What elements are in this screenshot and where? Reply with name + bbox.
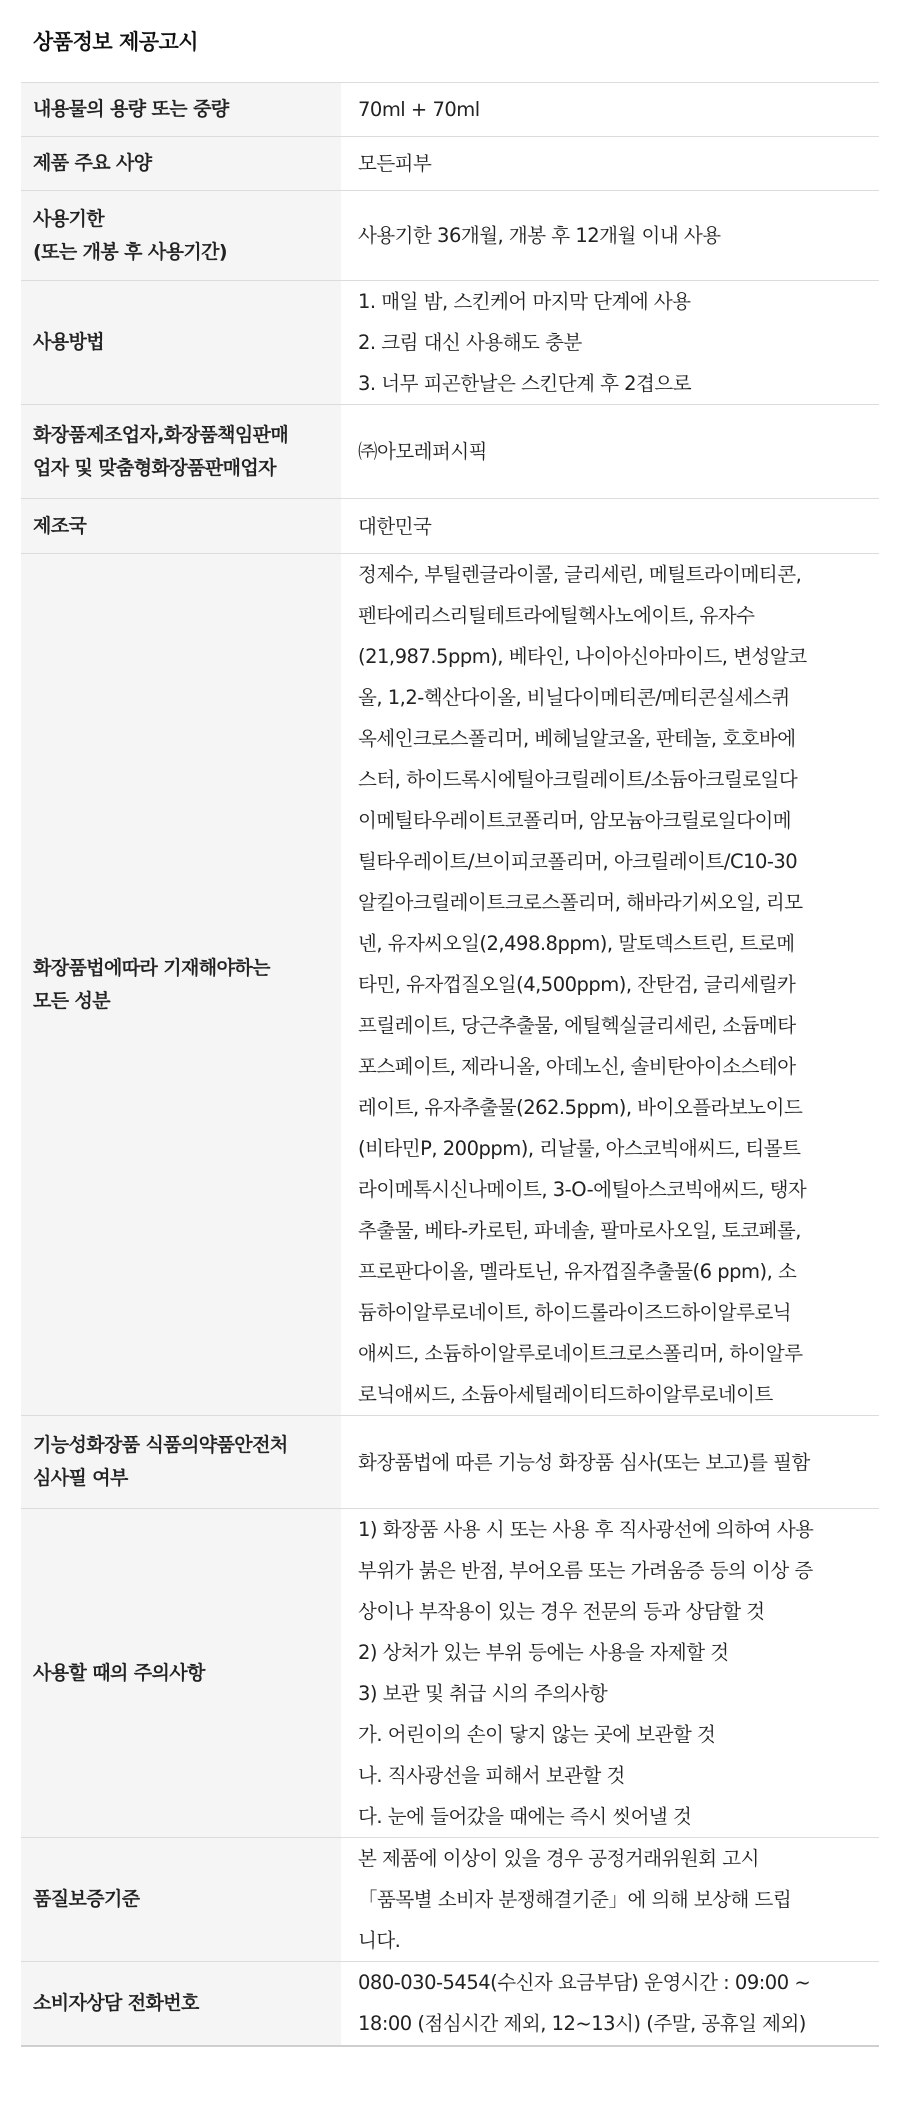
info-row-value-line: 라이메톡시신나메이트, 3-O-에틸아스코빅애씨드, 탱자 bbox=[358, 1178, 807, 1201]
info-row-value-line: 나. 직사광선을 피해서 보관할 것 bbox=[358, 1764, 625, 1787]
info-row-label-line: 기능성화장품 식품의약품안전처 bbox=[33, 1434, 288, 1456]
info-row-label-line: 사용기한 bbox=[33, 207, 105, 230]
page-title: 상품정보 제공고시 bbox=[33, 30, 199, 54]
info-row-value-line: 정제수, 부틸렌글라이콜, 글리세린, 메틸트라이메티콘, bbox=[358, 563, 802, 586]
info-row-value-line: 로닉애씨드, 소듐아세틸레이티드하이알루로네이트 bbox=[358, 1383, 773, 1406]
info-row-label-line: 내용물의 용량 또는 중량 bbox=[33, 98, 229, 120]
info-row-value-line: 애씨드, 소듐하이알루로네이트크로스폴리머, 하이알루 bbox=[358, 1342, 803, 1365]
info-row-value-line: 프릴레이트, 당근추출물, 에틸헥실글리세린, 소듐메타 bbox=[358, 1014, 796, 1037]
info-row-value-line: 대한민국 bbox=[358, 514, 432, 538]
info-row bbox=[21, 405, 879, 499]
info-row-value-line: ㈜아모레퍼시픽 bbox=[358, 440, 488, 463]
info-row-value bbox=[341, 137, 879, 191]
info-row-value-line: (비타민P, 200ppm), 리날룰, 아스코빅애씨드, 티몰트 bbox=[358, 1137, 801, 1160]
info-row bbox=[21, 1838, 879, 1962]
info-row-value-line: 펜타에리스리틸테트라에틸헥사노에이트, 유자수 bbox=[358, 604, 755, 627]
info-row-value-line: 3. 너무 피곤한날은 스킨단계 후 2겹으로 bbox=[358, 372, 692, 395]
info-row bbox=[21, 1962, 879, 2046]
info-row bbox=[21, 1509, 879, 1838]
info-row-value bbox=[341, 1962, 879, 2046]
info-row-label bbox=[21, 1962, 341, 2046]
info-row-value bbox=[341, 1838, 879, 1962]
info-row-label bbox=[21, 191, 341, 281]
info-row-value-line: 알킬아크릴레이트크로스폴리머, 해바라기씨오일, 리모 bbox=[358, 891, 803, 914]
info-row-value-line: 080-030-5454(수신자 요금부담) 운영시간 : 09:00 ~ bbox=[358, 1971, 811, 1995]
info-row-value-line: 옥세인크로스폴리머, 베헤닐알코올, 판테놀, 호호바에 bbox=[358, 727, 796, 750]
info-row-value-line: 1. 매일 밤, 스킨케어 마지막 단계에 사용 bbox=[358, 290, 691, 313]
info-row-value-line: 프로판다이올, 멜라토닌, 유자껍질추출물(6 ppm), 소 bbox=[358, 1260, 797, 1283]
info-row-label-line: 제품 주요 사양 bbox=[33, 152, 152, 174]
info-row-value-line: 타민, 유자껍질오일(4,500ppm), 잔탄검, 글리세릴카 bbox=[358, 973, 796, 996]
info-row-label-line: 소비자상담 전화번호 bbox=[33, 1991, 199, 2014]
info-row-label bbox=[21, 1509, 341, 1838]
info-row-value-line: 스터, 하이드록시에틸아크릴레이트/소듐아크릴로일다 bbox=[358, 768, 798, 791]
info-row-value-line: 사용기한 36개월, 개봉 후 12개월 이내 사용 bbox=[358, 224, 721, 247]
info-row-value-line: 이메틸타우레이트코폴리머, 암모늄아크릴로일다이메 bbox=[358, 809, 792, 832]
info-row-label-line: 업자 및 맞춤형화장품판매업자 bbox=[33, 456, 276, 479]
info-row-value-line: 1) 화장품 사용 시 또는 사용 후 직사광선에 의하여 사용 bbox=[358, 1518, 814, 1541]
info-row-label bbox=[21, 83, 341, 137]
info-row-value-line: 「품목별 소비자 분쟁해결기준」에 의해 보상해 드립 bbox=[358, 1888, 792, 1911]
info-row-value bbox=[341, 499, 879, 554]
info-row-value-line: 본 제품에 이상이 있을 경우 공정거래위원회 고시 bbox=[358, 1847, 759, 1870]
info-row-label bbox=[21, 554, 341, 1416]
info-row bbox=[21, 83, 879, 137]
info-row-value-line: 다. 눈에 들어갔을 때에는 즉시 씻어낼 것 bbox=[358, 1805, 692, 1828]
info-row-value-line: 2. 크림 대신 사용해도 충분 bbox=[358, 331, 582, 354]
info-row-value-line: 모든피부 bbox=[358, 152, 432, 175]
info-row-value-line: (21,987.5ppm), 베타인, 나이아신아마이드, 변성알코 bbox=[358, 645, 807, 668]
info-row-value-line: 포스페이트, 제라니올, 아데노신, 솔비탄아이소스테아 bbox=[358, 1055, 796, 1078]
info-row-value-line: 70ml + 70ml bbox=[358, 98, 480, 121]
info-row-value bbox=[341, 281, 879, 405]
info-row bbox=[21, 281, 879, 405]
info-row-label-line: 사용방법 bbox=[33, 331, 105, 353]
product-info-table bbox=[21, 82, 879, 2047]
info-row bbox=[21, 554, 879, 1416]
info-row bbox=[21, 191, 879, 281]
info-row-value-line: 니다. bbox=[358, 1929, 401, 1952]
info-row-value bbox=[341, 191, 879, 281]
info-row-value-line: 18:00 (점심시간 제외, 12~13시) (주말, 공휴일 제외) bbox=[358, 2012, 806, 2036]
info-row-label-line: 화장품제조업자,화장품책임판매 bbox=[33, 423, 289, 446]
info-row-value bbox=[341, 1509, 879, 1838]
info-row-label-line: (또는 개봉 후 사용기간) bbox=[33, 240, 227, 263]
info-row bbox=[21, 499, 879, 554]
info-row bbox=[21, 1416, 879, 1509]
info-row-value bbox=[341, 554, 879, 1416]
info-row-value-line: 틸타우레이트/브이피코폴리머, 아크릴레이트/C10-30 bbox=[358, 850, 798, 873]
info-row-label-line: 품질보증기준 bbox=[33, 1888, 140, 1910]
info-row-label bbox=[21, 405, 341, 499]
info-row-value bbox=[341, 1416, 879, 1509]
info-row-label-line: 모든 성분 bbox=[33, 989, 111, 1012]
info-row-value bbox=[341, 83, 879, 137]
info-row-value bbox=[341, 405, 879, 499]
info-row-value-line: 부위가 붉은 반점, 부어오름 또는 가려움증 등의 이상 증 bbox=[358, 1559, 813, 1582]
info-row-value-line: 2) 상처가 있는 부위 등에는 사용을 자제할 것 bbox=[358, 1641, 729, 1664]
info-row-value-line: 올, 1,2-헥산다이올, 비닐다이메티콘/메티콘실세스퀴 bbox=[358, 686, 790, 709]
info-row-value-line: 넨, 유자씨오일(2,498.8ppm), 말토덱스트린, 트로메 bbox=[358, 932, 795, 955]
info-row-label-line: 사용할 때의 주의사항 bbox=[33, 1661, 205, 1684]
info-row-label bbox=[21, 1416, 341, 1509]
info-row-value-line: 가. 어린이의 손이 닿지 않는 곳에 보관할 것 bbox=[358, 1723, 716, 1746]
info-row-value-line: 상이나 부작용이 있는 경우 전문의 등과 상담할 것 bbox=[358, 1600, 765, 1623]
info-row-value-line: 화장품법에 따른 기능성 화장품 심사(또는 보고)를 필함 bbox=[358, 1450, 810, 1474]
info-row-label-line: 화장품법에따라 기재해야하는 bbox=[33, 956, 270, 979]
info-row-label bbox=[21, 1838, 341, 1962]
info-row-label bbox=[21, 281, 341, 405]
info-row-label-line: 심사필 여부 bbox=[33, 1467, 128, 1489]
info-row-value-line: 3) 보관 및 취급 시의 주의사항 bbox=[358, 1682, 608, 1705]
info-row-label-line: 제조국 bbox=[33, 514, 87, 537]
info-row-value-line: 듐하이알루로네이트, 하이드롤라이즈드하이알루로닉 bbox=[358, 1301, 792, 1324]
info-row-label bbox=[21, 499, 341, 554]
info-row-value-line: 레이트, 유자추출물(262.5ppm), 바이오플라보노이드 bbox=[358, 1096, 803, 1119]
product-info-table-body bbox=[21, 83, 879, 2046]
info-row-label bbox=[21, 137, 341, 191]
info-row-value-line: 추출물, 베타-카로틴, 파네솔, 팔마로사오일, 토코페롤, bbox=[358, 1219, 801, 1242]
info-row bbox=[21, 137, 879, 191]
